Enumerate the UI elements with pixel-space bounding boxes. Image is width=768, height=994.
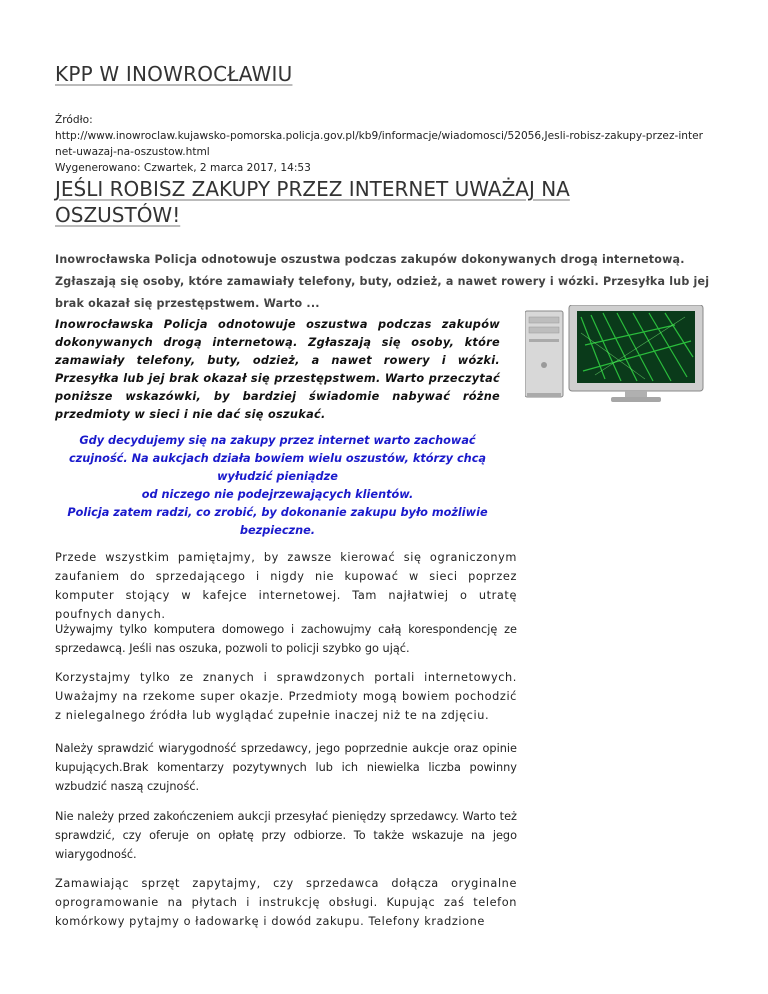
site-title: KPP W INOWROCŁAWIU: [55, 62, 293, 86]
paragraph: Należy sprawdzić wiarygodność sprzedawcy, jego poprzednie aukcje oraz opinie kupujących.Brak komentarzy pozytywnych lub ich niewielka liczba powinny wzbudzić naszą czujność.: [55, 742, 517, 793]
callout-line: Gdy decydujemy się na zakupy przez internet warto zachować czujność. Na aukcjach działa bowiem wielu oszustów, którzy chcą wyłudzić pieniądze: [68, 434, 487, 483]
article-intro: Inowrocławska Policja odnotowuje oszustwa podczas zakupów dokonywanych drogą internetową. Zgłaszają się osoby, które zamawiały telefony, buty, odzież, a nawet rowery i wózki. Przesyłka lub jej brak okazał się przestępstwem. Warto przeczytać poniższe wskazówki, by bardziej świadomie nabywać różne przedmioty w sieci i nie dać się oszukać.: [55, 318, 500, 421]
computer-tower: [525, 311, 563, 397]
paragraph: Nie należy przed zakończeniem aukcji przesyłać pieniędzy sprzedawcy. Warto też sprawdzić, czy oferuje on opłatę przy odbiorze. To także wskazuje na jego wiarygodność.: [55, 810, 517, 861]
paragraph: Korzystajmy tylko ze znanych i sprawdzonych portali internetowych. Uważajmy na rzekome super okazje. Przedmioty mogą bowiem pochodzić z nielegalnego źródła lub wyglądać zupełnie inaczej niż te na zdjęciu.: [55, 671, 517, 722]
callout-line: Policja zatem radzi, co zrobić, by dokonanie zakupu było możliwie bezpieczne.: [67, 506, 488, 537]
article-title: JEŚLI ROBISZ ZAKUPY PRZEZ INTERNET UWAŻAJ NA OSZUSTÓW!: [55, 177, 570, 227]
source-label: Źródło:: [55, 114, 93, 126]
paragraph: Przede wszystkim pamiętajmy, by zawsze kierować się ograniczonym zaufaniem do sprzedającego i nigdy nie kupować w sieci poprzez komputer stojący w kafejce internetowej. Tam najłatwiej o utratę poufnych danych.: [55, 551, 517, 621]
paragraph: Zamawiając sprzęt zapytajmy, czy sprzedawca dołącza oryginalne oprogramowanie na płytach i instrukcję obsługi. Kupując zaś telefon komórkowy pytajmy o ładowarkę i dowód zakupu. Telefony kradzione: [55, 877, 517, 928]
callout-line: od niczego nie podejrzewających klientów.: [141, 488, 414, 501]
safety-callout: [55, 432, 500, 540]
paragraph: Używajmy tylko komputera domowego i zachowujmy całą korespondencję ze sprzedawcą. Jeśli nas oszuka, pozwoli to policji szybko go ująć.: [55, 623, 517, 655]
article-lead: Inowrocławska Policja odnotowuje oszustwa podczas zakupów dokonywanych drogą internetową. Zgłaszają się osoby, które zamawiały telefony, buty, odzież, a nawet rowery i wózki. Przesyłka lub jej brak okazał się przestępstwem. Warto ...: [55, 253, 710, 310]
source-meta: [55, 112, 705, 176]
computer-icon: [525, 305, 715, 405]
source-url[interactable]: http://www.inowroclaw.kujawsko-pomorska.policja.gov.pl/kb9/informacje/wiadomosci/52056,Jesli-robisz-zakupy-przez-internet-uwazaj-na-oszustow.html: [55, 130, 704, 158]
generated-timestamp: Wygenerowano: Czwartek, 2 marca 2017, 14:53: [55, 162, 311, 174]
